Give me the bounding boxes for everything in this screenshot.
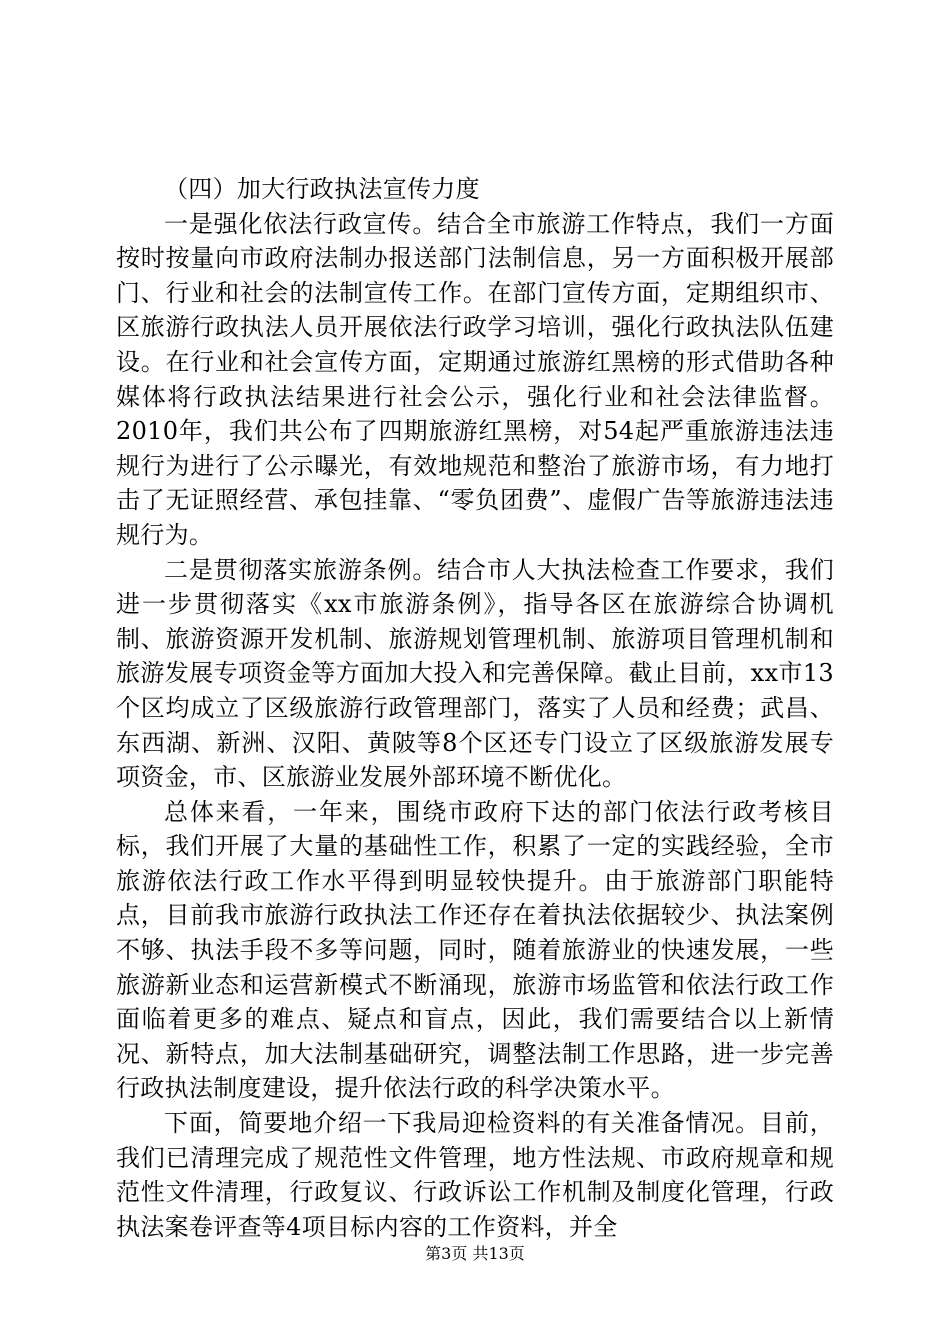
paragraph-legal-publicity: 一是强化依法行政宣传。结合全市旅游工作特点，我们一方面按时按量向市政府法制办报送部门法制信息，另一方面积极开展部门、行业和社会的法制宣传工作。在部门宣传方面，定期组织市、区旅游行政执法人员开展依法行政学习培训，强化行政执法队伍建设。在行业和社会宣传方面，定期通过旅游红黑榜的形式借助各种媒体将行政执法结果进行社会公示，强化行业和社会法律监督。2010年，我们共公布了四期旅游红黑榜，对54起严重旅游违法违规行为进行了公示曝光，有效地规范和整治了旅游市场，有力地打击了无证照经营、承包挂靠、“零负团费”、虚假广告等旅游违法违规行为。 (116, 209, 834, 549)
page-footer: 第3页 共13页 (425, 1244, 525, 1263)
paragraph-inspection-materials: 下面，简要地介绍一下我局迎检资料的有关准备情况。目前，我们已清理完成了规范性文件管理，地方性法规、市政府规章和规范性文件清理，行政复议、行政诉讼工作机制及制度化管理，行政执法案卷评查等4项目标内容的工作资料，并全 (116, 1109, 834, 1241)
paragraph-tourism-regulations: 二是贯彻落实旅游条例。结合市人大执法检查工作要求，我们进一步贯彻落实《xx市旅游条例》，指导各区在旅游综合协调机制、旅游资源开发机制、旅游规划管理机制、旅游项目管理机制和旅游发展专项资金等方面加大投入和完善保障。截止目前，xx市13个区均成立了区级旅游行政管理部门，落实了人员和经费；武昌、东西湖、新洲、汉阳、黄陂等8个区还专门设立了区级旅游发展专项资金，市、区旅游业发展外部环境不断优化。 (116, 555, 834, 792)
paragraph-summary: 总体来看，一年来，围绕市政府下达的部门依法行政考核目标，我们开展了大量的基础性工作，积累了一定的实践经验，全市旅游依法行政工作水平得到明显较快提升。由于旅游部门职能特点，目前我市旅游行政执法工作还存在着执法依据较少、执法案例不够、执法手段不多等问题，同时，随着旅游业的快速发展，一些旅游新业态和运营新模式不断涌现，旅游市场监管和依法行政工作面临着更多的难点、疑点和盲点，因此，我们需要结合以上新情况、新特点，加大法制基础研究，调整法制工作思路，进一步完善行政执法制度建设，提升依法行政的科学决策水平。 (116, 797, 834, 1103)
section-heading: （四）加大行政执法宣传力度 (164, 175, 480, 203)
document-body (116, 172, 834, 1244)
